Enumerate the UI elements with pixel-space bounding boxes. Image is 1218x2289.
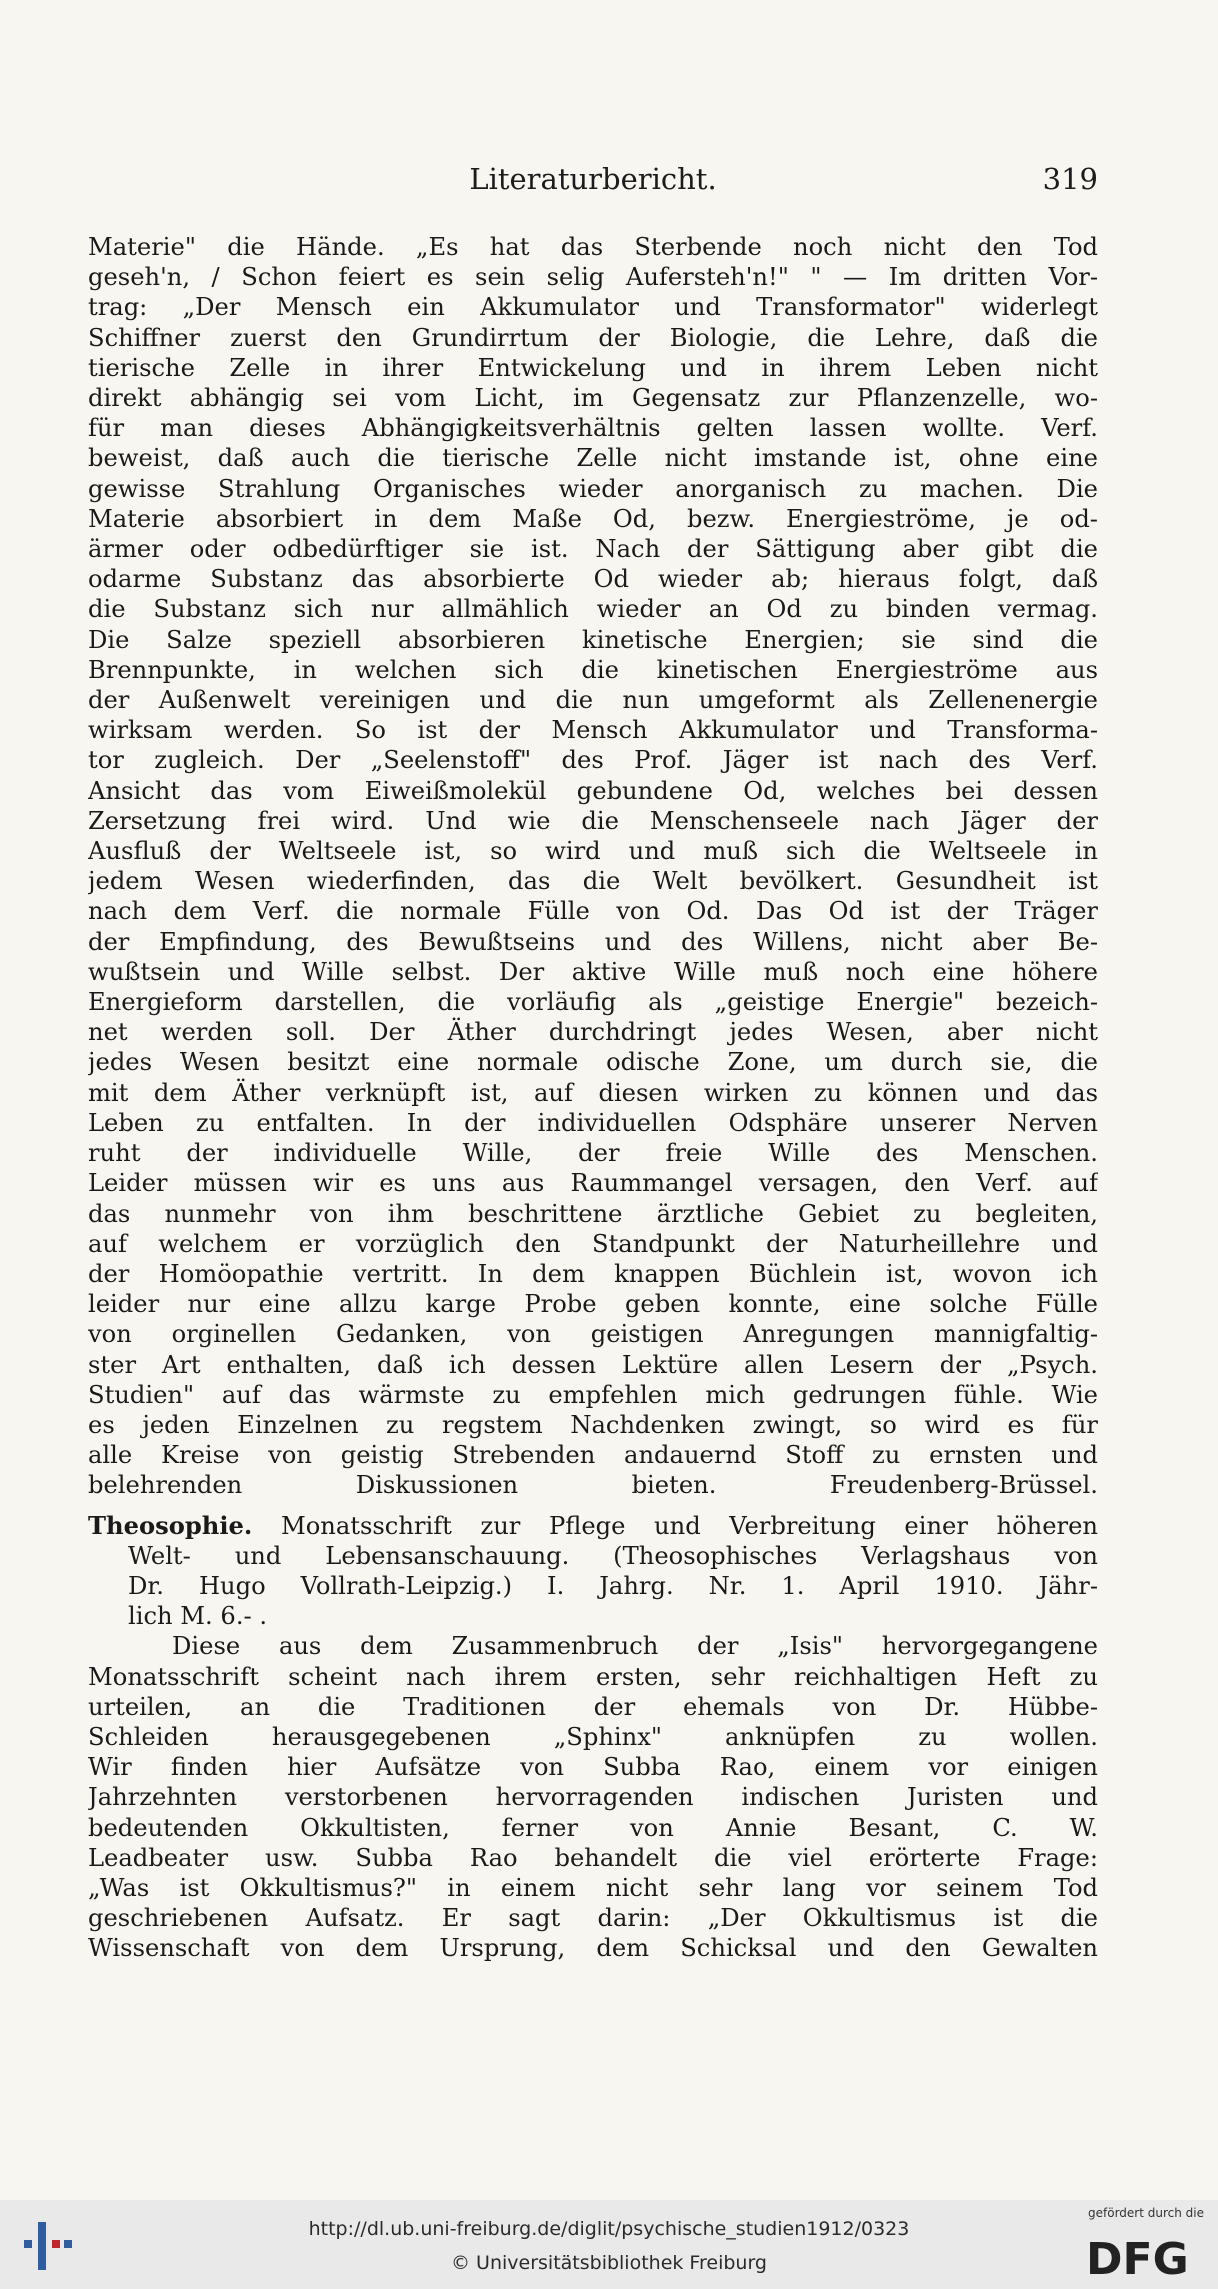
theosophie-review [88, 1631, 1098, 1963]
text-line: Monatsschrift scheint nach ihrem ersten, sehr reichhaltigen Heft zu [88, 1662, 1098, 1691]
dfg-caption: gefördert durch die [1088, 2206, 1204, 2220]
text-line: net werden soll. Der Äther durchdringt jedes Wesen, aber nicht [88, 1018, 1098, 1047]
text-line: Leider müssen wir es uns aus Raummangel versagen, den Verf. auf [88, 1169, 1098, 1198]
text-line: das nunmehr von ihm beschrittene ärztliche Gebiet zu begleiten, [88, 1199, 1098, 1228]
footer-bar [0, 2200, 1218, 2289]
text-line: beweist, daß auch die tierische Zelle nicht imstande ist, ohne eine [88, 444, 1098, 473]
text-line: Schleiden herausgegebenen „Sphinx" anknüpfen zu wollen. [88, 1722, 1098, 1751]
text-line: der Homöopathie vertritt. In dem knappen Büchlein ist, wovon ich [88, 1259, 1098, 1288]
text-line: nach dem Verf. die normale Fülle von Od. Das Od ist der Träger [88, 897, 1098, 926]
text-line: der Empfindung, des Bewußtseins und des Willens, nicht aber Be- [88, 927, 1098, 956]
text-line: Wissenschaft von dem Ursprung, dem Schicksal und den Gewalten [88, 1934, 1098, 1963]
text-line: wirksam werden. So ist der Mensch Akkumulator und Transforma- [88, 716, 1098, 745]
footer-copyright: © Universitätsbibliothek Freiburg [451, 2252, 767, 2274]
entry-continuation [88, 1541, 1098, 1632]
bibliographic-entry [88, 1511, 1098, 1632]
dfg-logo-icon [1076, 2210, 1206, 2282]
footer-url-link[interactable]: http://dl.ub.uni-freiburg.de/diglit/psychische_studien1912/0323 [308, 2218, 910, 2240]
text-line: „Was ist Okkultismus?" in einem nicht sehr lang vor seinem Tod [88, 1873, 1098, 1902]
text-line: Diese aus dem Zusammenbruch der „Isis" hervorgegangene [172, 1632, 1098, 1661]
text-line: gewisse Strahlung Organisches wieder anorganisch zu machen. Die [88, 474, 1098, 503]
text-line: Materie absorbiert in dem Maße Od, bezw. Energieströme, je od- [88, 504, 1098, 533]
text-line: jedes Wesen besitzt eine normale odische Zone, um durch sie, die [88, 1048, 1098, 1077]
text-line: von orginellen Gedanken, von geistigen Anregungen mannigfaltig- [88, 1320, 1098, 1349]
entry-line: lich M. 6.- . [128, 1602, 268, 1631]
entry-line: Dr. Hugo Vollrath-Leipzig.) I. Jahrg. Nr. 1. April 1910. Jähr- [128, 1571, 1098, 1600]
text-line: Brennpunkte, in welchen sich die kinetischen Energieströme aus [88, 655, 1098, 684]
text-line: Jahrzehnten verstorbenen hervorragenden indischen Juristen und [88, 1783, 1098, 1812]
text-line: der Außenwelt vereinigen und die nun umgeformt als Zellenenergie [88, 686, 1098, 715]
text-line: leider nur eine allzu karge Probe geben konnte, eine solche Fülle [88, 1290, 1098, 1319]
entry-line: Welt- und Lebensanschauung. (Theosophisches Verlagshaus von [128, 1541, 1098, 1570]
text-line: Leben zu entfalten. In der individuellen Odsphäre unserer Nerven [88, 1108, 1098, 1137]
text-line: die Substanz sich nur allmählich wieder an Od zu binden vermag. [88, 595, 1098, 624]
text-line: tor zugleich. Der „Seelenstoff" des Prof. Jäger ist nach des Verf. [88, 746, 1098, 775]
text-line: wußtsein und Wille selbst. Der aktive Wille muß noch eine höhere [88, 957, 1098, 986]
text-line: Schiffner zuerst den Grundirrtum der Biologie, die Lehre, daß die [88, 323, 1098, 352]
text-line: für man dieses Abhängigkeitsverhältnis gelten lassen wollte. Verf. [88, 414, 1098, 443]
text-line: urteilen, an die Traditionen der ehemals von Dr. Hübbe- [88, 1692, 1098, 1721]
text-line: mit dem Äther verknüpft ist, auf diesen wirken zu können und das [88, 1078, 1098, 1107]
text-line: ruht der individuelle Wille, der freie Wille des Menschen. [88, 1139, 1098, 1168]
text-line: Leadbeater usw. Subba Rao behandelt die viel erörterte Frage: [88, 1843, 1098, 1872]
text-line: Energieform darstellen, die vorläufig als „geistige Energie" bezeich- [88, 988, 1098, 1017]
text-line: odarme Substanz das absorbierte Od wieder ab; hieraus folgt, daß [88, 565, 1098, 594]
text-line: bedeutenden Okkultisten, ferner von Annie Besant, C. W. [88, 1813, 1098, 1842]
text-line: jedem Wesen wiederfinden, das die Welt bevölkert. Gesundheit ist [88, 867, 1098, 896]
body-text [88, 232, 1098, 1964]
text-line: geschriebenen Aufsatz. Er sagt darin: „Der Okkultismus ist die [88, 1904, 1098, 1933]
text-line: alle Kreise von geistig Strebenden andauernd Stoff zu ernsten und [88, 1441, 1098, 1470]
text-line: direkt abhängig sei vom Licht, im Gegensatz zur Pflanzenzelle, wo- [88, 384, 1098, 413]
text-line: trag: „Der Mensch ein Akkumulator und Transformator" widerlegt [88, 293, 1098, 322]
text-line: Materie" die Hände. „Es hat das Sterbende noch nicht den Tod [88, 233, 1098, 261]
entry-heading: Theosophie. [88, 1510, 253, 1540]
entry-first-line-rest: Monatsschrift zur Pflege und Verbreitung einer höheren [280, 1511, 1098, 1540]
text-line: Zersetzung frei wird. Und wie die Menschenseele nach Jäger der [88, 806, 1098, 835]
text-line: ster Art enthalten, daß ich dessen Lektüre allen Lesern der „Psych. [88, 1350, 1098, 1379]
entry-first-line [88, 1511, 1098, 1541]
page-number: 319 [1042, 162, 1098, 196]
text-line: Studien" auf das wärmste zu empfehlen mich gedrungen fühle. Wie [88, 1380, 1098, 1409]
text-line: ärmer oder odbedürftiger sie ist. Nach der Sättigung aber gibt die [88, 535, 1098, 564]
text-line: geseh'n, / Schon feiert es sein selig Aufersteh'n!" " — Im dritten Vor- [88, 263, 1098, 292]
running-head [88, 162, 1098, 202]
text-line: Die Salze speziell absorbieren kinetische Energien; sie sind die [88, 625, 1098, 654]
running-title: Literaturbericht. [469, 162, 717, 196]
text-line: Ausfluß der Weltseele ist, so wird und muß sich die Weltseele in [88, 837, 1098, 866]
text-line: auf welchem er vorzüglich den Standpunkt der Naturheillehre und [88, 1229, 1098, 1258]
dfg-logo-text: DFG [1086, 2234, 1189, 2282]
paragraph-gap [88, 1501, 1098, 1511]
text-line: Wir finden hier Aufsätze von Subba Rao, einem vor einigen [88, 1753, 1098, 1782]
review-continuation [88, 232, 1098, 1501]
text-line: Ansicht das vom Eiweißmolekül gebundene Od, welches bei dessen [88, 776, 1098, 805]
text-line: es jeden Einzelnen zu regstem Nachdenken zwingt, so wird es für [88, 1410, 1098, 1439]
text-line: belehrenden Diskussionen bieten. Freudenberg-Brüssel. [88, 1471, 1098, 1500]
text-line: tierische Zelle in ihrer Entwickelung und in ihrem Leben nicht [88, 353, 1098, 382]
